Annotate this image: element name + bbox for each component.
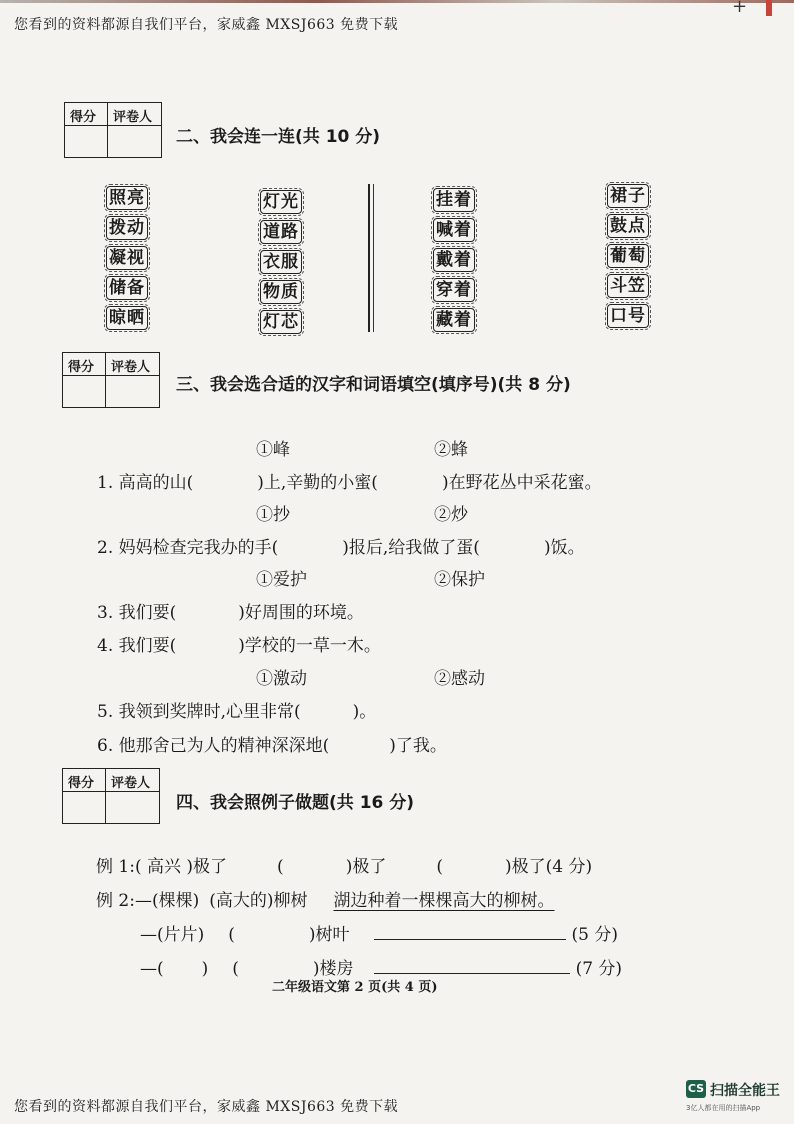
word-card: 裙子 xyxy=(607,184,649,208)
word-card: 戴着 xyxy=(433,248,475,272)
word-card: 凝视 xyxy=(106,246,148,270)
option: ①峰 xyxy=(256,440,290,460)
section3-title: 三、我会选合适的汉字和词语填空(填序号)(共 8 分) xyxy=(176,375,571,395)
question-1: 1. 高高的山( )上,辛勤的小蜜( )在野花丛中采花蜜。 xyxy=(97,473,602,493)
question-5: 5. 我领到奖牌时,心里非常( )。 xyxy=(97,702,377,722)
option: ①抄 xyxy=(256,505,290,525)
word-card: 晾晒 xyxy=(106,306,148,330)
word-card: 葡萄 xyxy=(607,244,649,268)
word-card: 挂着 xyxy=(433,188,475,212)
scanner-tagline: 3亿人都在用的扫描App xyxy=(686,1104,761,1112)
bottom-banner: 您看到的资料都源自我们平台，家威鑫 MXSJ663 免费下载 xyxy=(14,1099,399,1115)
word-card: 照亮 xyxy=(106,186,148,210)
top-edge xyxy=(0,0,794,3)
option: ②炒 xyxy=(434,505,468,525)
option: ②感动 xyxy=(434,669,485,689)
word-card: 喊着 xyxy=(433,218,475,242)
word-card: 穿着 xyxy=(433,278,475,302)
question-4: 4. 我们要( )学校的一草一木。 xyxy=(97,636,381,656)
page-footer: 二年级语文第 2 页(共 4 页) xyxy=(272,980,438,995)
word-card: 道路 xyxy=(260,220,302,244)
column-divider xyxy=(373,184,374,332)
exercise-row-1: —(片片) ( )树叶 (5 分) xyxy=(140,925,619,945)
example-1: 例 1:( 高兴 )极了 ( )极了 ( )极了(4 分) xyxy=(96,857,593,877)
section4-title: 四、我会照例子做题(共 16 分) xyxy=(176,793,415,813)
top-banner: 您看到的资料都源自我们平台，家威鑫 MXSJ663 免费下载 xyxy=(14,17,399,33)
edge-mark xyxy=(766,0,772,16)
word-card: 物质 xyxy=(260,280,302,304)
word-card: 灯芯 xyxy=(260,310,302,334)
score-box-section2: 得分 评卷人 xyxy=(64,102,162,158)
option: ①激动 xyxy=(256,669,307,689)
example-2: 例 2:—(棵棵) (高大的)柳树 湖边种着一棵棵高大的柳树。 xyxy=(96,891,555,911)
option: ②蜂 xyxy=(434,440,468,460)
option: ②保护 xyxy=(434,570,485,590)
word-card: 斗笠 xyxy=(607,274,649,298)
word-card: 衣服 xyxy=(260,250,302,274)
scanner-app-name: 扫描全能王 xyxy=(710,1083,780,1099)
option: ①爱护 xyxy=(256,570,307,590)
score-box-section4: 得分 评卷人 xyxy=(62,768,160,824)
word-card: 藏着 xyxy=(433,308,475,332)
scanner-logo-icon: CS xyxy=(686,1080,706,1098)
question-6: 6. 他那舍己为人的精神深深地( )了我。 xyxy=(97,736,447,756)
question-2: 2. 妈妈检查完我办的手( )报后,给我做了蛋( )饭。 xyxy=(97,538,585,558)
score-box-section3: 得分 评卷人 xyxy=(62,352,160,408)
column-divider xyxy=(368,184,370,332)
word-card: 储备 xyxy=(106,276,148,300)
word-card: 灯光 xyxy=(260,190,302,214)
section2-title: 二、我会连一连(共 10 分) xyxy=(176,127,381,147)
question-3: 3. 我们要( )好周围的环境。 xyxy=(97,603,364,623)
word-card: 拨动 xyxy=(106,216,148,240)
word-card: 口号 xyxy=(607,304,649,328)
word-card: 鼓点 xyxy=(607,214,649,238)
exercise-row-2: —( ) ( )楼房 (7 分) xyxy=(140,959,623,979)
plus-mark: + xyxy=(732,0,748,17)
